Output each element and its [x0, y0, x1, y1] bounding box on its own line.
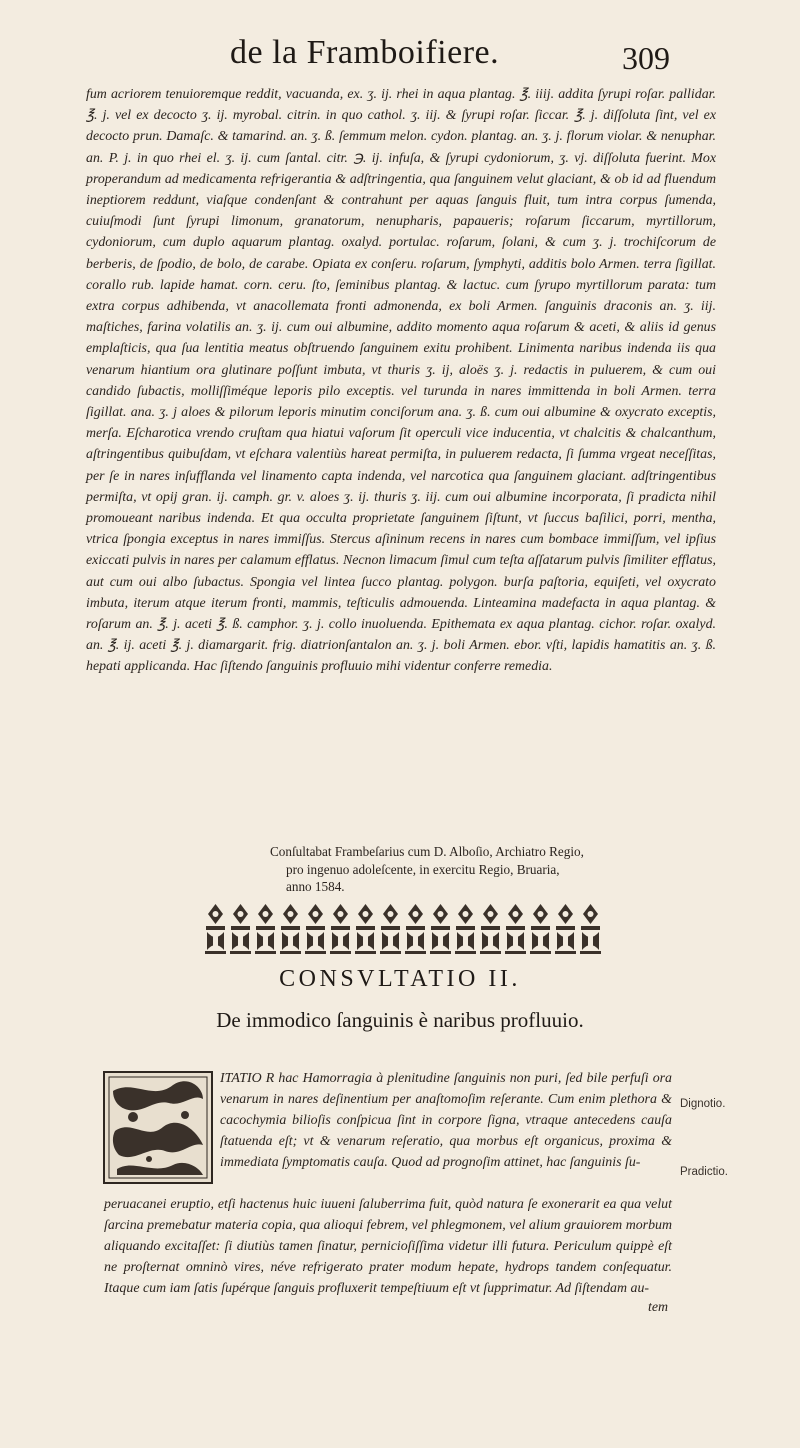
margin-note-dignotio: Dignotio.: [680, 1098, 726, 1110]
running-title: de la Framboifiere.: [230, 34, 500, 71]
page-number: 309: [622, 40, 670, 76]
margin-note-praedictio: Pradictio.: [680, 1166, 728, 1178]
body-text: fum acriorem tenuioremque reddit, vacuanda, ex. ʒ. ij. rhei in aqua plantag. ℥. iiij. addita ſyrupi roſar. pallidar. ℥. j. vel ex decocto ʒ. ij. myrobal. citrin. in quo cathol. ʒ. iij. & ſyrupi roſar. ſiccar. ℥. j. diſſoluta ſint, vel ex decocto prun. Damaſc. & tamarind. an. ʒ. ß. ſemmum melon. cydon. plantag. an. ʒ. j. florum violar. & nenuphar. an. P. j. in quo rhei el. ʒ. ij. cum ſantal. citr. ℈. ij. infuſa, & ſyrupi cydoniorum, ʒ. vj. diſſoluta fuerint. Mox properandum ad medicamenta refrigerantia & adſtringentia, qua ſanguinem velut glaciant, & ob id ad fluendum ineptiorem reddunt, viaſque condenſant & contrahunt per aquas ſanguis fluit, tum intra corpus ſumenda, cuiuſmodi ſunt ſyrupi limonum, granatorum, nenupharis, papaueris; roſarum ſiccarum, myrtillorum, cydoniorum, cum duplo aquarum plantag. oxalyd. portulac. roſarum, ſolani, & cum ʒ. j. trochiſcorum de berberis, de ſpodio, de bolo, de carabe. Opiata ex conſeru. roſarum, ſymphyti, additis bolo Armen. terra ſigillat. corallo rub. lapide hamat. corn. ceru. ſto, ſeminibus plantag. & lactuc. cum ſyrupo myrtillorum parata: tum extra corpus adhibenda, vt anacollemata fronti admonenda, ex boli Armen. ſanguinis draconis an. ʒ. iij. maſtiches, farina volatilis an. ʒ. ij. cum oui albumine, addito momento aqua roſarum & aceti, & aliis id genus emplaſticis, qua ſua lentitia meatus obſtruendo ſanguinem exitu prohibent. Linimenta naribus indenda iis qua venarum hiantium ora glutinare poſſunt imbuta, vt thuris ʒ. ij, aloës ʒ. j. redactis in puluerem, & cum oui candido ſubactis, molliſſiméque leporis pilo exceptis. vel turunda in nares immittenda in boli Armen. terra ſigillat. ana. ʒ. j aloes & pilorum leporis minutim conciſorum ana. ʒ. ß. cum oui albumine & oxycrato exceptis, merſa. Eſcharotica vrendo cruſtam qua hiatui vaſorum ſit operculi vice inducentia, vt chalcitis & chalcanthum, aſtringentibus quibuſdam, vt eſchara valentiùs hareat permiſta, in puluerem redacta, ſi ſumma vrgeat neceſſitas, per ſe in nares inſufflanda vel linamento capta indenda, vel narcotica qua ſanguinem glaciant. adſtringentibus permiſta, vt opij gran. ij. camph. gr. v. aloes ʒ. ij. thuris ʒ. iij. cum oui albumine incorporata, ſi pradicta nihil promoueant naribus indenda. Et qua occulta proprietate ſanguinem ſiſtunt, vt ſuccus baſilici, porri, mentha, vtrica ſpongia exceptus in nares immiſſus. Stercus aſininum recens in nares cum bombace immiſſum, vel ipſius exiccati pulvis in nares per calamum efflatus. Necnon limacum ſimul cum teſta aſſatarum pulvis ſimiliter efflatus, aut cum oui albo ſubactus. Spongia vel lintea ſucco plantag. polygon. burſa paſtoria, equiſeti, vel oxycrato imbuta, iterum atque iterum fronti, mammis, teſticulis admouenda. Linteamina madefacta in aqua plantag. & roſarum an. ℥. j. aceti ℥. ß. camphor. ʒ. j. collo inuoluenda. Epithemata ex aqua plantag. cichor. roſar. oxalyd. an. ℥. ij. aceti ℥. j. diamargarit. frig. diatrionſantalon an. ʒ. j. boli Armen. ebor. vſti, lapidis hamatitis an. ʒ. ß. hepati applicanda. Hac ſiſtendo ſanguinis profluuio mihi videntur conferre remedia.: [86, 87, 716, 675]
consultation-heading: CONSVLTATIO II.: [279, 966, 521, 992]
signature-line-2: pro ingenuo adoleſcente, in exercitu Regio, Bruaria,: [286, 861, 560, 877]
consultation-subheading: De immodico ſanguinis è naribus profluuio.: [216, 1008, 584, 1032]
signature-line-1: Conſultabat Frambeſarius cum D. Alboſio, Archiatro Regio,: [270, 844, 584, 859]
consultation-signature: [270, 843, 650, 896]
catchword: tem: [648, 1300, 669, 1315]
signature-line-3: anno 1584.: [286, 879, 345, 894]
consultation-text-part-1: ITATIO R hac Hamorragia à plenitudine ſanguinis non puri, ſed bile perfuſi ora venarum in nares deſinentium per anaſtomoſim reſerante. Cum enim plethora & cacochymia bilioſis conſpicua ſint in corpore ſigna, vtraque antecedens cauſa ſtatuenda eſt; vt & venarum reſeratio, qua morbus eſt organicus, proxima & immediata ſymptomatis cauſa. Quod ad prognoſim attinet, hac ſanguinis ſu-: [220, 1071, 672, 1170]
ornament-band: [203, 900, 603, 956]
running-head: [0, 34, 800, 80]
consultation-text-part-2: peruacanei eruptio, etſi hactenus huic iuueni ſaluberrima fuit, quòd natura ſe exonerarit ea qua velut ſarcina premebatur materia copia, qua alioqui febrem, vel phlegmonem, vel alium grauiorem morbum aliquando excitaſſet: ſi diutiùs tamen ſinatur, pernicioſiſſima videtur illi futura. Periculum quippè eſt ne proſternat omninò vires, néve refrigerato prater modum hepate, hydrops tandem conſequatur. Itaque cum iam ſatis ſupérque ſanguis profluxerit tempeſtiuum eſt vt ſupprimatur. Ad ſiſtendam au-: [104, 1197, 672, 1296]
decorated-initial: [103, 1071, 213, 1184]
